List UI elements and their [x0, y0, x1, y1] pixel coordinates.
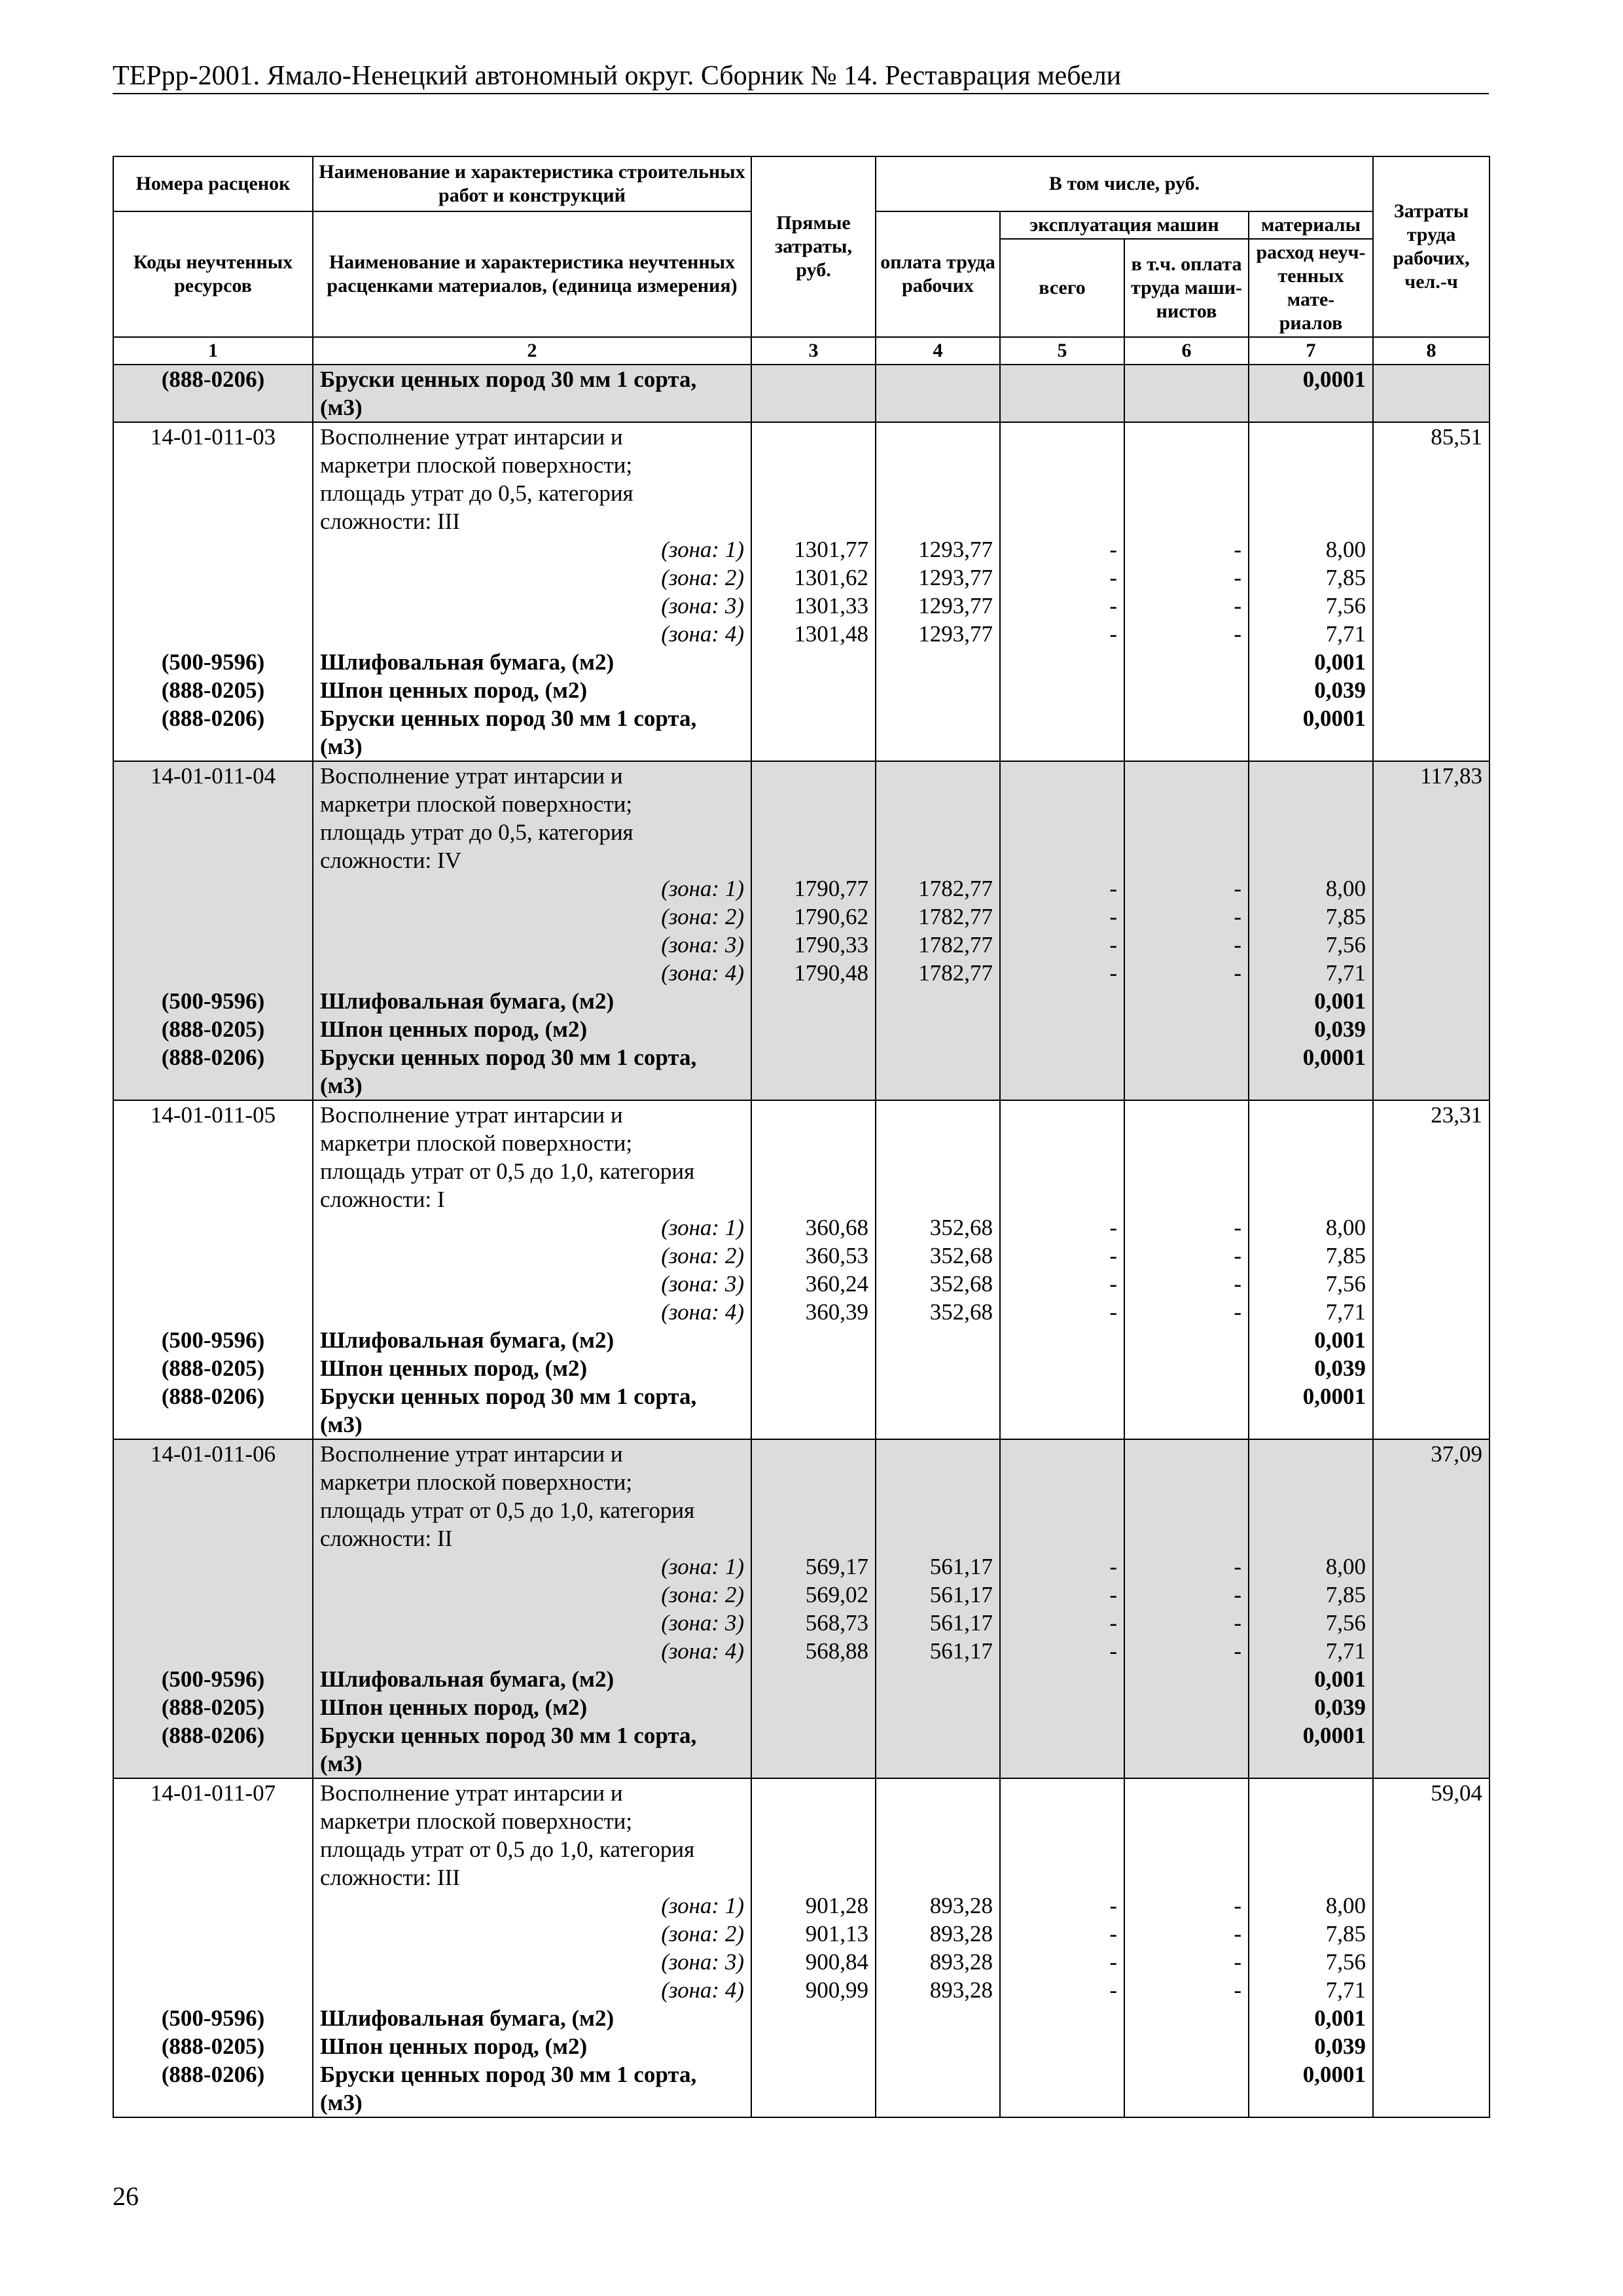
rate-entry-row [113, 422, 1489, 761]
direct-costs-header: Прямые затраты, руб. [751, 156, 876, 337]
materials-value: 7,56 [1325, 593, 1366, 619]
direct-costs-value: 900,84 [805, 1949, 868, 1975]
rate-description-line: Восполнение утрат интарсии и [320, 763, 623, 789]
materials-value: 7,56 [1325, 1271, 1366, 1297]
wages-value: 1293,77 [918, 537, 993, 562]
zone-label: (зона: 4) [661, 1638, 744, 1664]
resource-qty: 0,001 [1314, 649, 1366, 675]
column-number-row [113, 337, 1489, 365]
machines-total-value: - [1109, 1921, 1117, 1946]
direct-costs-value: 1790,48 [794, 960, 868, 986]
column-number: 2 [313, 337, 751, 365]
zone-label: (зона: 3) [661, 1949, 744, 1975]
resource-code: (888-0205) [161, 1016, 265, 1042]
column-number: 6 [1124, 337, 1249, 365]
resource-name: Бруски ценных пород 30 мм 1 сорта, [320, 1723, 697, 1748]
zone-label: (зона: 1) [661, 1215, 744, 1240]
machines-total-value: - [1109, 1610, 1117, 1636]
resource-qty: 0,0001 [1302, 1723, 1366, 1748]
machines-total-value: - [1109, 1949, 1117, 1975]
rate-description-line: сложности: IV [320, 848, 461, 873]
wages-value: 561,17 [929, 1554, 993, 1579]
materials-value: 7,56 [1325, 1610, 1366, 1636]
direct-costs-value: 901,28 [805, 1893, 868, 1918]
resource-code: (888-0205) [161, 2034, 265, 2059]
machine-wages-value: - [1234, 1299, 1241, 1325]
resource-code: (888-0206) [161, 2062, 265, 2087]
rate-description-line: маркетри плоской поверхности; [320, 1808, 633, 1834]
materials-value: 7,85 [1325, 565, 1366, 590]
machines-total-value: - [1109, 1977, 1117, 2003]
rate-entry-row [113, 1439, 1489, 1778]
machine-wages-value: - [1234, 1921, 1241, 1946]
resource-qty: 0,0001 [1302, 706, 1366, 731]
direct-costs-value: 360,53 [805, 1243, 868, 1268]
materials-value: 7,85 [1325, 1582, 1366, 1607]
resource-code: (500-9596) [161, 1666, 265, 1692]
rate-description-line: площадь утрат от 0,5 до 1,0, категория [320, 1498, 695, 1523]
materials-value: 7,71 [1325, 1977, 1366, 2003]
wages-value: 352,68 [929, 1215, 993, 1240]
resource-name: Шлифовальная бумага, (м2) [320, 2005, 615, 2031]
direct-costs-value: 569,02 [805, 1582, 868, 1607]
wages-value: 893,28 [929, 1921, 993, 1946]
machine-wages-value: - [1234, 1215, 1241, 1240]
rate-description-line: Восполнение утрат интарсии и [320, 1441, 623, 1467]
rate-description-line: Восполнение утрат интарсии и [320, 1102, 623, 1128]
col2-top-header: Наименование и характеристика строительных работ и конструкций [313, 156, 751, 211]
wages-value: 561,17 [929, 1610, 993, 1636]
materials-value: 8,00 [1325, 876, 1366, 901]
rate-description-line: сложности: III [320, 509, 460, 534]
machine-wages-value: - [1234, 1243, 1241, 1268]
machines-total-value: - [1109, 1554, 1117, 1579]
zone-label: (зона: 2) [661, 1921, 744, 1946]
rate-description-line: сложности: II [320, 1526, 453, 1551]
rate-description-line: площадь утрат до 0,5, категория [320, 819, 633, 845]
column-number: 7 [1249, 337, 1373, 365]
resource-unit: (м3) [320, 1412, 363, 1437]
machines-total-value: - [1109, 904, 1117, 929]
machine-wages-value: - [1234, 565, 1241, 590]
resource-code: (888-0205) [161, 1355, 265, 1381]
labor-value: 37,09 [1431, 1441, 1483, 1467]
wages-value: 352,68 [929, 1271, 993, 1297]
machine-wages-value: - [1234, 1977, 1241, 2003]
direct-costs-value: 1301,62 [794, 565, 868, 590]
materials-value: 7,56 [1325, 1949, 1366, 1975]
wages-value: 1782,77 [918, 904, 993, 929]
resource-qty: 0,039 [1314, 1355, 1366, 1381]
rate-description-line: маркетри плоской поверхности; [320, 791, 633, 817]
rate-code: 14-01-011-05 [150, 1102, 276, 1128]
machine-wages-value: - [1234, 1610, 1241, 1636]
column-number: 4 [876, 337, 1000, 365]
resource-name: Шпон ценных пород, (м2) [320, 1355, 588, 1381]
labor-value: 85,51 [1431, 424, 1483, 450]
table-body [113, 365, 1489, 2117]
zone-label: (зона: 1) [661, 1893, 744, 1918]
rate-code: 14-01-011-03 [150, 424, 276, 450]
resource-qty: 0,0001 [1302, 367, 1366, 392]
resource-unit: (м3) [320, 734, 363, 759]
direct-costs-value: 1301,77 [794, 537, 868, 562]
machine-wages-value: - [1234, 593, 1241, 619]
labor-value: 59,04 [1431, 1780, 1483, 1806]
machine-wages-value: - [1234, 1949, 1241, 1975]
resource-qty: 0,001 [1314, 2005, 1366, 2031]
rate-description-line: Восполнение утрат интарсии и [320, 1780, 623, 1806]
rate-entry-row [113, 1100, 1489, 1439]
zone-label: (зона: 3) [661, 1271, 744, 1297]
rate-description-line: площадь утрат от 0,5 до 1,0, категория [320, 1158, 695, 1184]
machines-total-value: - [1109, 537, 1117, 562]
resource-code: (888-0205) [161, 1695, 265, 1720]
labor-value: 117,83 [1420, 763, 1483, 789]
zone-label: (зона: 1) [661, 1554, 744, 1579]
rate-code: 14-01-011-06 [150, 1441, 276, 1467]
wages-value: 893,28 [929, 1977, 993, 2003]
rate-description-line: площадь утрат от 0,5 до 1,0, категория [320, 1837, 695, 1862]
resource-name: Шпон ценных пород, (м2) [320, 1695, 588, 1720]
machine-wages-value: - [1234, 1271, 1241, 1297]
resource-name: Шлифовальная бумага, (м2) [320, 988, 615, 1014]
direct-costs-value: 360,39 [805, 1299, 868, 1325]
wages-value: 893,28 [929, 1949, 993, 1975]
materials-value: 7,71 [1325, 1638, 1366, 1664]
rate-code: 14-01-011-04 [150, 763, 276, 789]
zone-label: (зона: 2) [661, 904, 744, 929]
materials-header: материалы [1249, 211, 1373, 239]
wages-value: 1293,77 [918, 621, 993, 647]
resource-unit: (м3) [320, 1073, 363, 1098]
machine-wages-value: - [1234, 1638, 1241, 1664]
resource-qty: 0,001 [1314, 1666, 1366, 1692]
resource-unit: (м3) [320, 1751, 363, 1776]
column-number: 8 [1373, 337, 1489, 365]
total-header: всего [1000, 239, 1124, 337]
materials-value: 7,85 [1325, 1243, 1366, 1268]
zone-label: (зона: 2) [661, 1582, 744, 1607]
resource-name: Бруски ценных пород 30 мм 1 сорта, [320, 706, 697, 731]
machine-wages-header: в т.ч. оплата труда маши- нистов [1124, 239, 1249, 337]
resource-name: Шпон ценных пород, (м2) [320, 677, 588, 703]
resource-name: Бруски ценных пород 30 мм 1 сорта, [320, 1045, 697, 1070]
machines-total-value: - [1109, 593, 1117, 619]
wages-header: оплата труда рабочих [876, 211, 1000, 337]
direct-costs-value: 360,68 [805, 1215, 868, 1240]
direct-costs-value: 1790,33 [794, 932, 868, 958]
materials-value: 7,71 [1325, 621, 1366, 647]
wages-value: 352,68 [929, 1299, 993, 1325]
wages-value: 1782,77 [918, 960, 993, 986]
column-number: 3 [751, 337, 876, 365]
col1-bottom-header: Коды неучтенных ресурсов [113, 211, 313, 337]
zone-label: (зона: 1) [661, 876, 744, 901]
resource-code: (888-0205) [161, 677, 265, 703]
consumption-header: расход неуч- тенных мате- риалов [1249, 239, 1373, 337]
zone-label: (зона: 3) [661, 593, 744, 619]
rate-description-line: маркетри плоской поверхности; [320, 452, 633, 478]
direct-costs-value: 1790,62 [794, 904, 868, 929]
materials-value: 8,00 [1325, 1215, 1366, 1240]
materials-value: 7,71 [1325, 1299, 1366, 1325]
wages-value: 561,17 [929, 1582, 993, 1607]
wages-value: 352,68 [929, 1243, 993, 1268]
machines-total-value: - [1109, 932, 1117, 958]
machine-wages-value: - [1234, 1893, 1241, 1918]
materials-value: 8,00 [1325, 537, 1366, 562]
resource-name: Бруски ценных пород 30 мм 1 сорта, [320, 2062, 697, 2087]
machine-wages-value: - [1234, 904, 1241, 929]
direct-costs-value: 901,13 [805, 1921, 868, 1946]
resource-name: Шпон ценных пород, (м2) [320, 2034, 588, 2059]
rate-description-line: Восполнение утрат интарсии и [320, 424, 623, 450]
resource-name: Шпон ценных пород, (м2) [320, 1016, 588, 1042]
direct-costs-value: 1790,77 [794, 876, 868, 901]
machine-wages-value: - [1234, 960, 1241, 986]
header-rule [113, 93, 1489, 94]
machine-wages-value: - [1234, 621, 1241, 647]
resource-qty: 0,039 [1314, 2034, 1366, 2059]
resource-qty: 0,0001 [1302, 1045, 1366, 1070]
resource-qty: 0,039 [1314, 677, 1366, 703]
zone-label: (зона: 4) [661, 621, 744, 647]
zone-label: (зона: 4) [661, 1299, 744, 1325]
materials-value: 7,71 [1325, 960, 1366, 986]
machine-wages-value: - [1234, 876, 1241, 901]
zone-label: (зона: 4) [661, 1977, 744, 2003]
materials-value: 7,85 [1325, 1921, 1366, 1946]
rate-description-line: сложности: I [320, 1187, 445, 1212]
machine-wages-value: - [1234, 1554, 1241, 1579]
column-number: 1 [113, 337, 313, 365]
resource-code: (888-0206) [161, 1384, 265, 1409]
resource-code: (500-9596) [161, 1327, 265, 1353]
zone-label: (зона: 1) [661, 537, 744, 562]
col2-bottom-header: Наименование и характеристика неучтенных расценками материалов, (единица измерения) [313, 211, 751, 337]
zone-label: (зона: 3) [661, 1610, 744, 1636]
direct-costs-value: 569,17 [805, 1554, 868, 1579]
resource-qty: 0,001 [1314, 1327, 1366, 1353]
resource-name: Шлифовальная бумага, (м2) [320, 1327, 615, 1353]
resource-name: Бруски ценных пород 30 мм 1 сорта, [320, 1384, 697, 1409]
including-header: В том числе, руб. [876, 156, 1373, 211]
rate-description-line: маркетри плоской поверхности; [320, 1469, 633, 1495]
wages-value: 1782,77 [918, 876, 993, 901]
resource-qty: 0,039 [1314, 1695, 1366, 1720]
rate-description-line: сложности: III [320, 1865, 460, 1890]
machines-total-value: - [1109, 1893, 1117, 1918]
resource-code: (500-9596) [161, 988, 265, 1014]
machines-total-value: - [1109, 621, 1117, 647]
machines-total-value: - [1109, 1271, 1117, 1297]
materials-value: 7,85 [1325, 904, 1366, 929]
wages-value: 1293,77 [918, 565, 993, 590]
machines-total-value: - [1109, 1215, 1117, 1240]
wages-value: 1293,77 [918, 593, 993, 619]
direct-costs-value: 1301,48 [794, 621, 868, 647]
direct-costs-value: 360,24 [805, 1271, 868, 1297]
direct-costs-value: 1301,33 [794, 593, 868, 619]
resource-code: (500-9596) [161, 2005, 265, 2031]
resource-code: (888-0206) [161, 367, 265, 392]
machines-total-value: - [1109, 876, 1117, 901]
zone-label: (зона: 2) [661, 1243, 744, 1268]
rate-entry-row [113, 1778, 1489, 2117]
machines-total-value: - [1109, 565, 1117, 590]
machines-header: эксплуатация машин [1000, 211, 1249, 239]
resource-code: (888-0206) [161, 1045, 265, 1070]
machine-wages-value: - [1234, 537, 1241, 562]
rate-description-line: маркетри плоской поверхности; [320, 1130, 633, 1156]
zone-label: (зона: 4) [661, 960, 744, 986]
document-header-title: ТЕРрр-2001. Ямало-Ненецкий автономный округ. Сборник № 14. Реставрация мебели [113, 61, 1122, 91]
materials-value: 7,56 [1325, 932, 1366, 958]
resource-qty: 0,039 [1314, 1016, 1366, 1042]
materials-value: 8,00 [1325, 1554, 1366, 1579]
resource-code: (888-0206) [161, 706, 265, 731]
carry-over-row [113, 365, 1489, 422]
labor-value: 23,31 [1431, 1102, 1483, 1128]
machines-total-value: - [1109, 1299, 1117, 1325]
direct-costs-value: 568,73 [805, 1610, 868, 1636]
resource-code: (500-9596) [161, 649, 265, 675]
rate-entry-row [113, 761, 1489, 1100]
resource-qty: 0,0001 [1302, 2062, 1366, 2087]
machines-total-value: - [1109, 1243, 1117, 1268]
resource-unit: (м3) [320, 2090, 363, 2115]
resource-name: Шлифовальная бумага, (м2) [320, 649, 615, 675]
resource-qty: 0,0001 [1302, 1384, 1366, 1409]
resource-code: (888-0206) [161, 1723, 265, 1748]
wages-value: 893,28 [929, 1893, 993, 1918]
resource-name: Шлифовальная бумага, (м2) [320, 1666, 615, 1692]
rate-code: 14-01-011-07 [150, 1780, 276, 1806]
page-number: 26 [113, 2181, 139, 2211]
machine-wages-value: - [1234, 1582, 1241, 1607]
resource-name: Бруски ценных пород 30 мм 1 сорта, (м3) [320, 367, 697, 420]
col1-top-header: Номера расценок [113, 156, 313, 211]
machines-total-value: - [1109, 1582, 1117, 1607]
zone-label: (зона: 2) [661, 565, 744, 590]
machines-total-value: - [1109, 960, 1117, 986]
materials-value: 8,00 [1325, 1893, 1366, 1918]
rate-description-line: площадь утрат до 0,5, категория [320, 480, 633, 506]
direct-costs-value: 900,99 [805, 1977, 868, 2003]
column-number: 5 [1000, 337, 1124, 365]
wages-value: 561,17 [929, 1638, 993, 1664]
zone-label: (зона: 3) [661, 932, 744, 958]
labor-header: Затраты труда рабочих, чел.-ч [1373, 156, 1489, 337]
direct-costs-value: 568,88 [805, 1638, 868, 1664]
machine-wages-value: - [1234, 932, 1241, 958]
resource-qty: 0,001 [1314, 988, 1366, 1014]
machines-total-value: - [1109, 1638, 1117, 1664]
price-table [113, 156, 1490, 2118]
wages-value: 1782,77 [918, 932, 993, 958]
table-head [113, 156, 1489, 365]
